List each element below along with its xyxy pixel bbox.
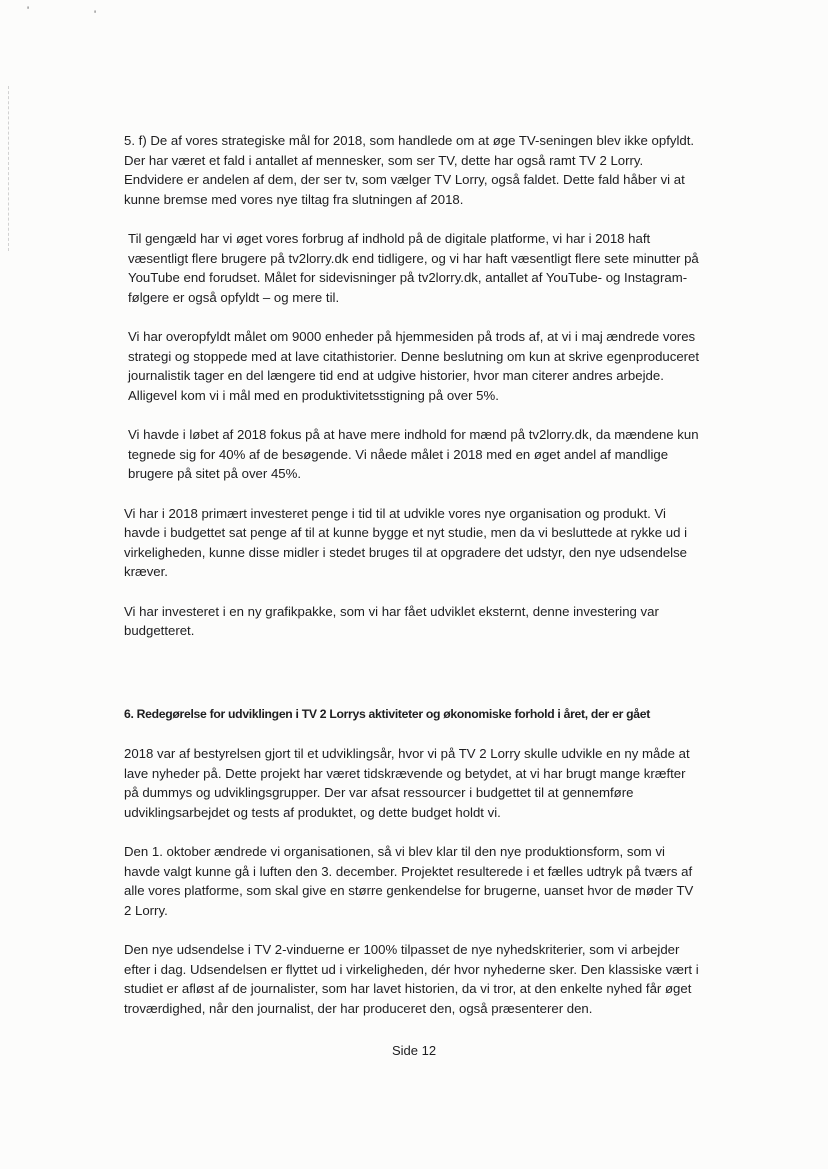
paragraph: Den nye udsendelse i TV 2-vinduerne er 100% tilpasset de nye nyhedskriterier, som vi arbejder efter i dag. Udsendelsen er flyttet ud i virkeligheden, dér hvor nyhederne sker. Den klassiske vært i studiet er afløst af de journalister, som har lavet historien, da vi tror, at den enkelte nyhed får øget troværdighed, når den journalist, der har produceret den, også præsenterer den. [124,942,699,1016]
paragraph: 2018 var af bestyrelsen gjort til et udviklingsår, hvor vi på TV 2 Lorry skulle udvikle en ny måde at lave nyheder på. Dette projekt har været tidskrævende og betydet, at vi har brugt mange kræfter på dummys og udviklingsgrupper. Der var afsat ressourcer i budgettet til at gennemføre udviklingsarbejdet og tests af produktet, og dette budget holdt vi. [124,746,690,820]
page-number: Side 12 [391,1043,437,1058]
document-content [124,131,702,1038]
paragraph: Vi har i 2018 primært investeret penge i tid til at udvikle vores nye organisation og produkt. Vi havde i budgettet sat penge af til at kunne bygge et nyt studie, men da vi besluttede at rykke ud i virkeligheden, kunne disse midler i stedet bruges til at opgradere det udstyr, den nye udsendelse kræver. [124,505,688,579]
scan-artifact: ' [94,9,97,21]
paragraph: Til gengæld har vi øget vores forbrug af indhold på de digitale platforme, vi har i 2018 haft væsentligt flere brugere på tv2lorry.dk end tidligere, og vi har haft væsentligt flere sete minutter på YouTube end forudset. Målet for sidevisninger på tv2lorry.dk, antallet af YouTube- og Instagram-følgere er også opfyldt – og mere til. [128,231,699,305]
paragraph: Den 1. oktober ændrede vi organisationen, så vi blev klar til den nye produktionsform, som vi havde valgt kunne gå i luften den 3. december. Projektet resulterede i et fælles udtryk på tværs af alle vores platforme, som skal give en større genkendelse for brugerne, uanset hvor de møder TV 2 Lorry. [124,844,694,918]
paragraph: Vi har overopfyldt målet om 9000 enheder på hjemmesiden på trods af, at vi i maj ændrede vores strategi og stoppede med at lave citathistorier. Denne beslutning om kun at skrive egenproduceret journalistik tager en del længere tid end at udgive historier, hvor man citerer andres arbejde. Alligevel kom vi i mål med en produktivitetsstigning på over 5%. [128,329,700,403]
scan-artifact: ' [27,5,30,17]
paragraph: Vi havde i løbet af 2018 fokus på at have mere indhold for mænd på tv2lorry.dk, da mændene kun tegnede sig for 40% af de besøgende. Vi nåede målet i 2018 med en øget andel af mandlige brugere på sitet på over 45%. [128,427,699,481]
paragraph: 5. f) De af vores strategiske mål for 2018, som handlede om at øge TV-seningen blev ikke opfyldt. Der har været et fald i antallet af mennesker, som ser TV, dette har også ramt TV 2 Lorry. Endvidere er andelen af dem, der ser tv, som vælger TV Lorry, også faldet. Dette fald håber vi at kunne bremse med vores nye tiltag fra slutningen af 2018. [124,133,695,207]
section-heading: 6. Redegørelse for udviklingen i TV 2 Lorrys aktiviteter og økonomiske forhold i året, der er gået [124,706,650,721]
scan-artifact-line [8,86,9,251]
paragraph: Vi har investeret i en ny grafikpakke, som vi har fået udviklet eksternt, denne investering var budgetteret. [124,603,659,638]
